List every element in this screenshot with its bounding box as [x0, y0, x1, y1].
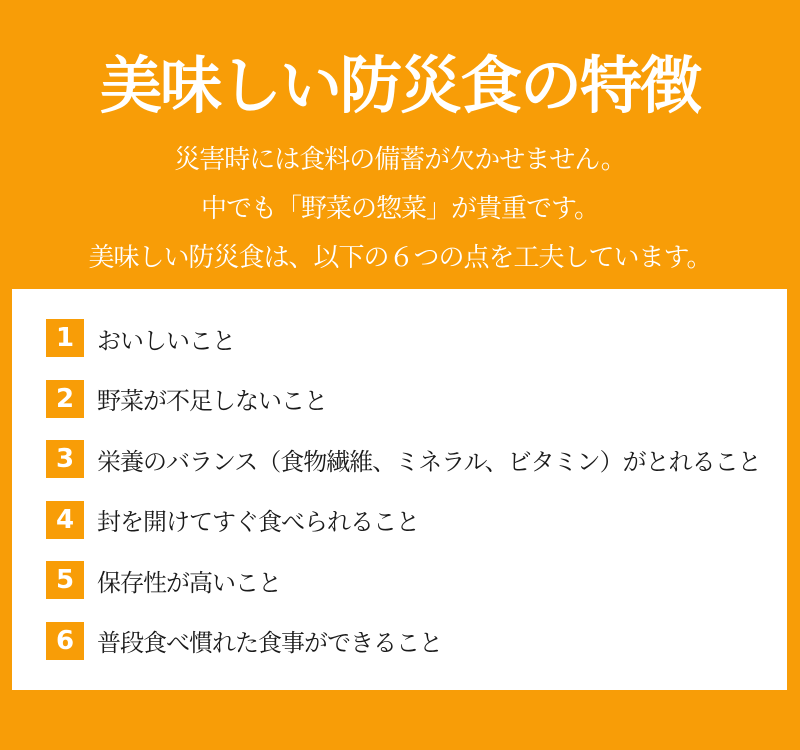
feature-number-badge: 2	[46, 380, 84, 418]
feature-row-3	[46, 440, 769, 478]
banner-header	[0, 42, 800, 283]
feature-number-badge: 3	[46, 440, 84, 478]
feature-row-6	[46, 622, 769, 660]
feature-label: 普段食べ慣れた食事ができること	[97, 629, 442, 657]
subtitle-line-1: 災害時には食料の備蓄が欠かせません。	[174, 145, 626, 175]
feature-number-badge: 5	[46, 561, 84, 599]
feature-row-4	[46, 501, 769, 539]
feature-row-1	[46, 319, 769, 357]
feature-row-5	[46, 561, 769, 599]
features-card	[12, 289, 787, 690]
page-title: 美味しい防災食の特徴	[99, 49, 700, 122]
subtitle-line-3: 美味しい防災食は、以下の６つの点を工夫しています。	[88, 243, 712, 273]
feature-label: おいしいこと	[97, 326, 235, 355]
feature-label: 保存性が高いこと	[97, 568, 281, 597]
feature-number-badge: 6	[46, 622, 84, 660]
feature-label: 野菜が不足しないこと	[97, 387, 327, 415]
subtitle-line-2: 中でも「野菜の惣菜」が貴重です。	[201, 194, 599, 224]
feature-row-2	[46, 380, 769, 418]
feature-number-badge: 1	[46, 319, 84, 357]
feature-number-badge: 4	[46, 501, 84, 539]
banner-subtitle	[0, 136, 800, 283]
feature-label: 栄養のバランス（食物繊維、ミネラル、ビタミン）がとれること	[97, 447, 761, 476]
feature-list	[46, 319, 769, 660]
feature-label: 封を開けてすぐ食べられること	[97, 508, 419, 536]
